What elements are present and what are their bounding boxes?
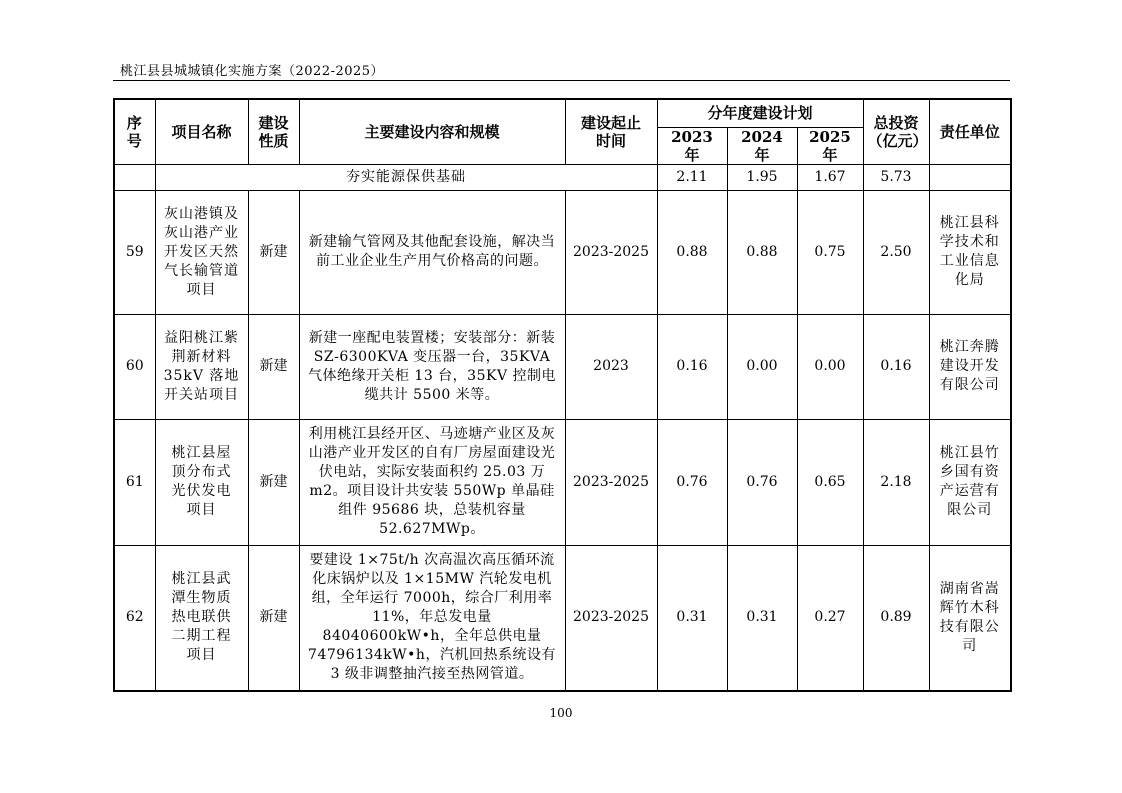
row-2025: 0.27 — [797, 545, 863, 691]
subtotal-2024: 1.95 — [727, 164, 797, 190]
header-content: 主要建设内容和规模 — [299, 99, 565, 164]
row-2025: 0.75 — [797, 190, 863, 314]
row-project-name: 桃江县武潭生物质热电联供二期工程项目 — [155, 545, 248, 691]
row-nature: 新建 — [248, 190, 299, 314]
row-nature: 新建 — [248, 314, 299, 419]
header-period: 建设起止时间 — [565, 99, 657, 164]
header-nature: 建设性质 — [248, 99, 299, 164]
row-unit: 桃江县竹乡国有资产运营有限公司 — [929, 419, 1011, 545]
subtotal-2025: 1.67 — [797, 164, 863, 190]
row-unit: 桃江县科学技术和工业信息化局 — [929, 190, 1011, 314]
row-content: 新建一座配电装置楼；安装部分：新装 SZ-6300KVA 变压器一台，35KVA 气体绝缘开关柜 13 台，35KV 控制电缆共计 5500 米等。 — [299, 314, 565, 419]
header-name: 项目名称 — [155, 99, 248, 164]
row-project-name: 桃江县屋顶分布式光伏发电项目 — [155, 419, 248, 545]
table-row — [114, 190, 1011, 314]
row-period: 2023-2025 — [565, 190, 657, 314]
document-header-title: 桃江县县城城镇化实施方案（2022-2025） — [120, 64, 385, 79]
row-content: 利用桃江县经开区、马迹塘产业区及灰山港产业开发区的自有厂房屋面建设光伏电站，实际安装面积约 25.03 万 m2。项目设计共安装 550Wp 单晶硅组件 95686 块，总装机容量 52.627MWp。 — [299, 419, 565, 545]
row-2025: 0.65 — [797, 419, 863, 545]
row-2023: 0.76 — [657, 419, 727, 545]
row-2025: 0.00 — [797, 314, 863, 419]
row-total: 2.50 — [863, 190, 929, 314]
header-divider — [113, 80, 1010, 81]
row-2023: 0.31 — [657, 545, 727, 691]
project-table — [113, 98, 1012, 692]
row-unit: 湖南省嵩辉竹木科技有限公司 — [929, 545, 1011, 691]
row-2024: 0.00 — [727, 314, 797, 419]
row-period: 2023 — [565, 314, 657, 419]
table-row — [114, 545, 1011, 691]
row-nature: 新建 — [248, 545, 299, 691]
table-row — [114, 419, 1011, 545]
row-2024: 0.31 — [727, 545, 797, 691]
subtotal-row — [114, 164, 1011, 190]
row-seq: 59 — [114, 190, 155, 314]
header-year-2025: 2025 年 — [797, 127, 863, 164]
row-2024: 0.76 — [727, 419, 797, 545]
header-seq: 序号 — [114, 99, 155, 164]
row-nature: 新建 — [248, 419, 299, 545]
row-total: 0.16 — [863, 314, 929, 419]
subtotal-seq — [114, 164, 155, 190]
row-total: 0.89 — [863, 545, 929, 691]
row-seq: 60 — [114, 314, 155, 419]
header-year-2023: 2023 年 — [657, 127, 727, 164]
header-year-2024: 2024 年 — [727, 127, 797, 164]
row-project-name: 益阳桃江紫荆新材料 35kV 落地开关站项目 — [155, 314, 248, 419]
subtotal-2023: 2.11 — [657, 164, 727, 190]
row-project-name: 灰山港镇及灰山港产业开发区天然气长输管道项目 — [155, 190, 248, 314]
header-unit: 责任单位 — [929, 99, 1011, 164]
row-content: 新建输气管网及其他配套设施，解决当前工业企业生产用气价格高的问题。 — [299, 190, 565, 314]
row-content: 要建设 1×75t/h 次高温次高压循环流化床锅炉以及 1×15MW 汽轮发电机组，全年运行 7000h，综合厂利用率 11%，年总发电量 84040600kW•h，全年总供电量 74796134kW•h，汽机回热系统设有 3 级非调整抽汽接至热网管道。 — [299, 545, 565, 691]
row-seq: 62 — [114, 545, 155, 691]
row-period: 2023-2025 — [565, 419, 657, 545]
table-header-row — [114, 99, 1011, 127]
page-number: 100 — [549, 706, 573, 720]
row-period: 2023-2025 — [565, 545, 657, 691]
row-2024: 0.88 — [727, 190, 797, 314]
subtotal-label: 夯实能源保供基础 — [155, 164, 657, 190]
table-row — [114, 314, 1011, 419]
row-2023: 0.16 — [657, 314, 727, 419]
header-annual-plan: 分年度建设计划 — [657, 99, 863, 127]
subtotal-unit — [929, 164, 1011, 190]
row-seq: 61 — [114, 419, 155, 545]
subtotal-total: 5.73 — [863, 164, 929, 190]
row-unit: 桃江奔腾建设开发有限公司 — [929, 314, 1011, 419]
header-total: 总投资（亿元） — [863, 99, 929, 164]
row-2023: 0.88 — [657, 190, 727, 314]
row-total: 2.18 — [863, 419, 929, 545]
